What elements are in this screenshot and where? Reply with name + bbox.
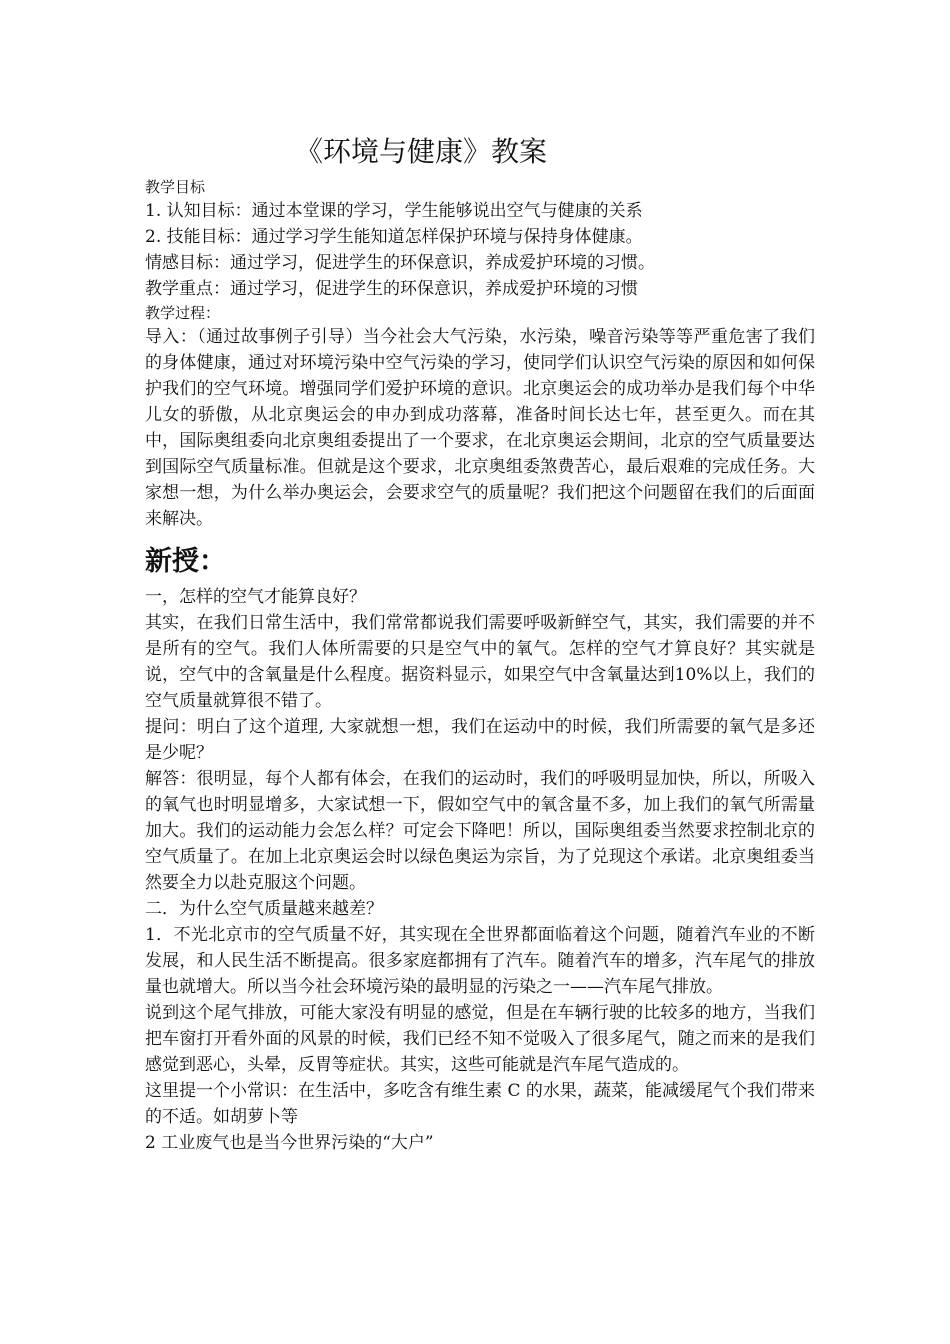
document-title: 《环境与健康》教案 <box>295 135 548 168</box>
section1-heading: 一，怎样的空气才能算良好？ <box>145 587 366 607</box>
section2-paragraph-3: 这里提一个小常识：在生活中，多吃含有维生素 C 的水果，蔬菜，能减缓尾气个我们带来的不适。如胡萝卜等 <box>145 1081 815 1127</box>
section2-heading: 二．为什么空气质量越来越差？ <box>145 899 383 919</box>
objective-emotion: 情感目标：通过学习，促进学生的环保意识，养成爱护环境的习惯。 <box>145 253 655 273</box>
section2-paragraph-4: 2 工业废气也是当今世界污染的“大户” <box>145 1133 434 1153</box>
objective-skill: 2. 技能目标：通过学习学生能知道怎样保护环境与保持身体健康。 <box>145 227 643 247</box>
section1-question: 提问：明白了这个道理, 大家就想一想，我们在运动中的时候，我们所需要的氧气是多还是少呢？ <box>145 717 815 763</box>
section2-paragraph-1: 1．不光北京市的空气质量不好，其实现在全世界都面临着这个问题，随着汽车业的不断发展，和人民生活不断提高。很多家庭都拥有了汽车。随着汽车的增多，汽车尾气的排放量也就增大。所以当今社会环境污染的最明显的污染之一——汽车尾气排放。 <box>145 925 815 997</box>
objective-cognitive: 1. 认知目标：通过本堂课的学习，学生能够说出空气与健康的关系 <box>145 201 643 221</box>
intro-paragraph: 导入：（通过故事例子引导）当今社会大气污染，水污染，噪音污染等等严重危害了我们的身体健康，通过对环境污染中空气污染的学习，使同学们认识空气污染的原因和如何保护我们的空气环境。增强同学们爱护环境的意识。北京奥运会的成功举办是我们每个中华儿女的骄傲，从北京奥运会的申办到成功落幕，准备时间长达七年，甚至更久。而在其中，国际奥组委向北京奥组委提出了一个要求，在北京奥运会期间，北京的空气质量要达到国际空气质量标准。但就是这个要求，北京奥组委煞费苦心，最后艰难的完成任务。大家想一想，为什么举办奥运会，会要求空气的质量呢？我们把这个问题留在我们的后面面来解决。 <box>145 327 815 529</box>
section1-answer: 解答：很明显，每个人都有体会，在我们的运动时，我们的呼吸明显加快，所以，所吸入的氧气也时明显增多，大家试想一下，假如空气中的氧含量不多，加上我们的氧气所需量加大。我们的运动能力会怎么样？可定会下降吧！所以，国际奥组委当然要求控制北京的空气质量了。在加上北京奥运会时以绿色奥运为宗旨，为了兑现这个承诺。北京奥组委当然要全力以赴克服这个问题。 <box>145 769 815 893</box>
process-heading: 教学过程： <box>145 304 221 322</box>
new-lesson-heading: 新授： <box>145 546 226 577</box>
objectives-heading: 教学目标 <box>145 178 206 196</box>
document-body <box>145 132 815 1156</box>
section1-paragraph: 其实，在我们日常生活中，我们常常都说我们需要呼吸新鲜空气，其实，我们需要的并不是所有的空气。我们人体所需要的只是空气中的氧气。怎样的空气才算良好？其实就是说，空气中的含氧量是什么程度。据资料显示，如果空气中含氧量达到10%以上，我们的空气质量就算很不错了。 <box>145 613 815 711</box>
teaching-key-point: 教学重点：通过学习，促进学生的环保意识，养成爱护环境的习惯 <box>145 279 638 299</box>
section2-paragraph-2: 说到这个尾气排放，可能大家没有明显的感觉，但是在车辆行驶的比较多的地方，当我们把车窗打开看外面的风景的时候，我们已经不知不觉吸入了很多尾气，随之而来的是我们感觉到恶心，头晕，反胃等症状。其实，这些可能就是汽车尾气造成的。 <box>145 1003 815 1075</box>
